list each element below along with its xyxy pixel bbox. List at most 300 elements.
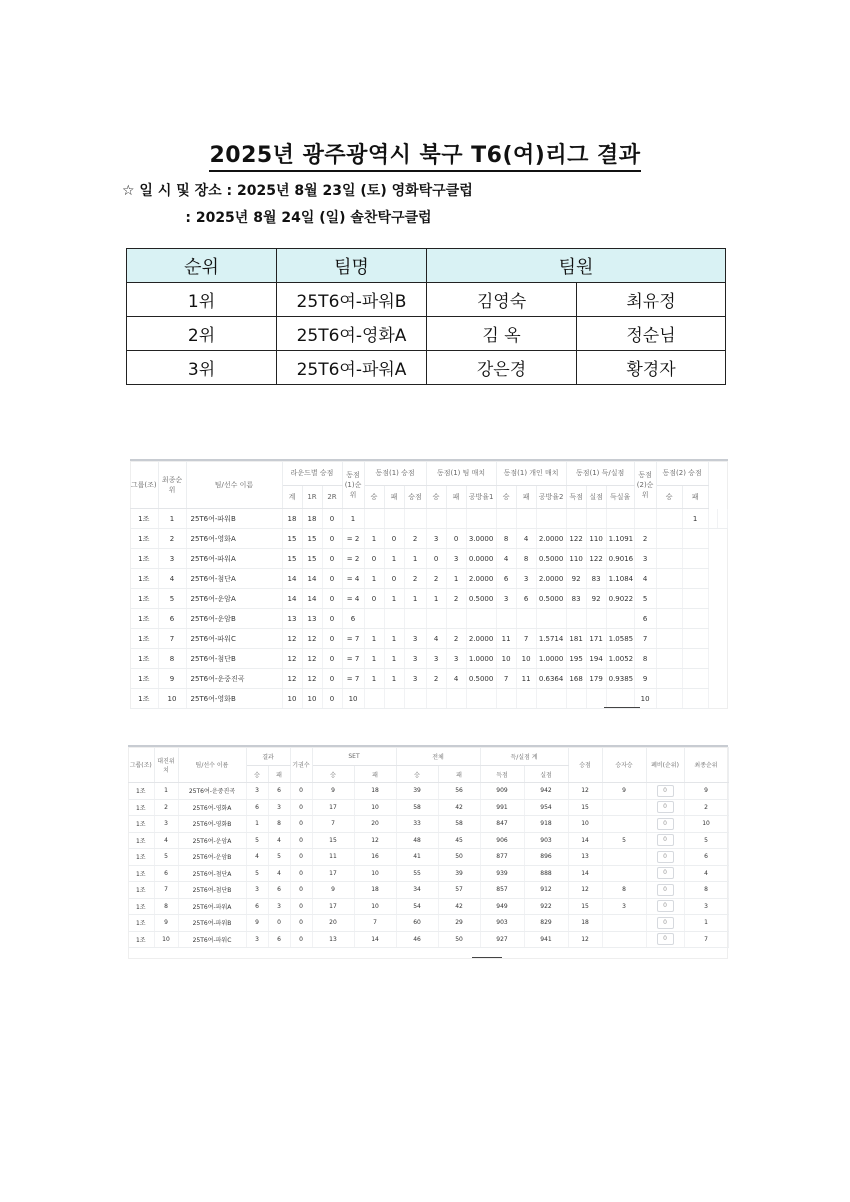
table-cell	[682, 529, 708, 549]
table-cell: 0	[290, 816, 312, 833]
table-cell: 20	[354, 816, 396, 833]
team-name-cell: 25T6여-파워A	[186, 549, 282, 569]
table-row	[128, 783, 728, 800]
table-cell: 1	[384, 589, 404, 609]
table-cell: 3	[246, 783, 268, 800]
table-cell	[364, 609, 384, 629]
table-cell: 0	[364, 549, 384, 569]
table-cell: 0.9022	[606, 589, 634, 609]
table-cell: 0	[384, 569, 404, 589]
table-cell: 1	[246, 816, 268, 833]
table-cell: 5	[684, 832, 728, 849]
table-cell: 1	[446, 569, 466, 589]
table-cell: 0	[364, 589, 384, 609]
table-cell: 847	[480, 816, 524, 833]
table-cell: 2	[426, 569, 446, 589]
table-cell: 1	[404, 589, 426, 609]
subheader-cell: 2R	[322, 486, 342, 509]
schedule-line-1: ☆ 일 시 및 장소 : 2025년 8월 23일 (토) 영화탁구클럽	[122, 183, 473, 199]
table-cell: 6	[516, 589, 536, 609]
table-cell: 6	[246, 898, 268, 915]
table-cell	[364, 509, 384, 529]
table-cell: 6	[496, 569, 516, 589]
table-cell: 12	[282, 649, 302, 669]
table-cell: 888	[524, 865, 568, 882]
team-name-cell: 25T6여-영화A	[186, 529, 282, 549]
table-cell: 0	[322, 509, 342, 529]
table-cell: 15	[312, 832, 354, 849]
subheader-cell: 득점	[480, 766, 524, 783]
table-cell: 194	[586, 649, 606, 669]
table-cell: 9	[312, 882, 354, 899]
table-cell	[496, 689, 516, 709]
waste-rank-input[interactable]: 0	[657, 834, 674, 846]
table-cell: 1조	[130, 629, 158, 649]
table-cell: 0.6364	[536, 669, 566, 689]
header-forfeit: 기권수	[290, 747, 312, 783]
table-cell	[656, 509, 682, 529]
table-cell	[384, 609, 404, 629]
table-cell	[466, 509, 496, 529]
table-cell	[682, 649, 708, 669]
table-cell: 0	[290, 915, 312, 932]
table-cell	[446, 609, 466, 629]
table-cell	[536, 509, 566, 529]
table-cell: 0	[322, 609, 342, 629]
table-cell	[516, 509, 536, 529]
table-cell: 20	[312, 915, 354, 932]
team-name-cell: 25T6여-운중진곡	[178, 783, 246, 800]
header-draw-pos: 대진위치	[154, 747, 178, 783]
table-cell: 17	[312, 898, 354, 915]
table-cell: 10	[634, 689, 656, 709]
table-cell	[466, 689, 496, 709]
table-cell	[656, 649, 682, 669]
table-cell: 12	[354, 832, 396, 849]
table-cell: 0.5000	[536, 589, 566, 609]
table-cell: 13	[282, 609, 302, 629]
subheader-cell: 승	[656, 486, 682, 509]
table-cell	[536, 689, 566, 709]
subheader-cell: 계	[282, 486, 302, 509]
table-cell: 3	[246, 931, 268, 948]
team-cell: 25T6여-파워B	[277, 283, 427, 317]
waste-rank-cell	[646, 898, 684, 915]
team-name-cell: 25T6여-파워B	[186, 509, 282, 529]
table-cell: 8	[602, 882, 646, 899]
table-cell	[656, 589, 682, 609]
table-cell: 912	[524, 882, 568, 899]
header-tie1-team: 동점(1) 팀 매치	[426, 461, 496, 486]
waste-rank-cell	[646, 849, 684, 866]
team-name-cell: 25T6여-운암B	[178, 849, 246, 866]
table-cell	[606, 509, 634, 529]
table-cell: 17	[312, 799, 354, 816]
waste-rank-input[interactable]: 0	[657, 900, 674, 912]
table-cell: 1조	[128, 931, 154, 948]
table-cell: 0.0000	[466, 549, 496, 569]
team-name-cell: 25T6여-파워C	[186, 629, 282, 649]
table-cell: 41	[396, 849, 438, 866]
table-cell	[586, 509, 606, 529]
table-cell: 1조	[128, 816, 154, 833]
subheader-cell: 승점	[404, 486, 426, 509]
table-cell: 12	[302, 629, 322, 649]
waste-rank-cell	[646, 882, 684, 899]
subheader-cell: 패	[354, 766, 396, 783]
table-cell: 2	[426, 669, 446, 689]
team-name-cell: 25T6여-첨단B	[186, 649, 282, 669]
table-cell: 3	[426, 649, 446, 669]
table-cell: 6	[268, 931, 290, 948]
table-cell	[718, 509, 728, 529]
subheader-cell: 패	[438, 766, 480, 783]
team-name-cell: 25T6여-첨단A	[178, 865, 246, 882]
table-cell: 3	[446, 549, 466, 569]
subheader-cell: 승	[426, 486, 446, 509]
header-tie1-pts: 동점(1) 승점	[364, 461, 426, 486]
table-row	[130, 549, 728, 569]
table-cell	[426, 609, 446, 629]
table-cell	[682, 629, 708, 649]
result-row	[127, 317, 726, 351]
table-cell: 0	[322, 529, 342, 549]
table-cell: 29	[438, 915, 480, 932]
table-cell: 0	[290, 799, 312, 816]
table-cell: 1조	[130, 609, 158, 629]
table-cell	[708, 509, 718, 529]
table-cell	[602, 915, 646, 932]
table-cell: 0	[290, 832, 312, 849]
table-cell: 195	[566, 649, 586, 669]
table-cell: 0	[446, 529, 466, 549]
team-name-cell: 25T6여-영화B	[178, 816, 246, 833]
table-cell: 4	[246, 849, 268, 866]
waste-rank-input[interactable]: 0	[657, 867, 674, 879]
waste-rank-input[interactable]: 0	[657, 884, 674, 896]
table-cell: 0	[322, 569, 342, 589]
page-title: 2025년 광주광역시 북구 T6(여)리그 결과	[0, 138, 850, 169]
table-cell: 13	[302, 609, 322, 629]
table-cell: 3	[268, 898, 290, 915]
table-cell	[606, 609, 634, 629]
table-cell: 0.5000	[536, 549, 566, 569]
subheader-cell: 실점	[524, 766, 568, 783]
table-cell	[496, 609, 516, 629]
table-cell: 2	[404, 569, 426, 589]
header-round-pts: 라운드별 승점	[282, 461, 342, 486]
table-cell: 0	[290, 849, 312, 866]
table-cell: 1	[384, 549, 404, 569]
table-cell	[602, 849, 646, 866]
table-cell: 33	[396, 816, 438, 833]
table-cell: 3	[268, 799, 290, 816]
table-cell: 5	[602, 832, 646, 849]
table-cell: 7	[684, 931, 728, 948]
subheader-cell: 공방율2	[536, 486, 566, 509]
table-cell: 6	[268, 783, 290, 800]
table-cell: 10	[354, 898, 396, 915]
waste-rank-input[interactable]: 0	[657, 917, 674, 929]
table-cell	[682, 669, 708, 689]
member-cell: 김 옥	[427, 317, 577, 351]
table-cell: 42	[438, 799, 480, 816]
table-row	[130, 609, 728, 629]
table-cell: 13	[312, 931, 354, 948]
table-cell: 2	[154, 799, 178, 816]
table-cell: 1	[384, 649, 404, 669]
table-cell: 12	[282, 669, 302, 689]
header-team: 팀명	[277, 249, 427, 283]
table-cell: 1	[384, 629, 404, 649]
table-cell: 3	[404, 669, 426, 689]
result-row	[127, 283, 726, 317]
table-cell: 0	[322, 649, 342, 669]
table-cell	[656, 609, 682, 629]
table-cell: 3	[516, 569, 536, 589]
table-cell: 14	[302, 589, 322, 609]
table-cell: 1	[364, 649, 384, 669]
table-row	[130, 649, 728, 669]
table-cell: 1조	[130, 529, 158, 549]
table-cell: 941	[524, 931, 568, 948]
table-cell: 10	[158, 689, 186, 709]
scrollbar-thumb[interactable]	[472, 957, 502, 958]
table-cell: 45	[438, 832, 480, 849]
team-cell: 25T6여-파워A	[277, 351, 427, 385]
table-cell	[446, 509, 466, 529]
waste-rank-cell	[646, 915, 684, 932]
table-cell: 0	[290, 865, 312, 882]
table-cell: 10	[496, 649, 516, 669]
table-cell: 39	[438, 865, 480, 882]
waste-rank-input[interactable]: 0	[657, 785, 674, 797]
table-cell: 1	[682, 509, 708, 529]
table-cell: 1조	[130, 669, 158, 689]
table-cell: 5	[154, 849, 178, 866]
table-cell	[364, 689, 384, 709]
table-cell: 14	[568, 865, 602, 882]
header-tie2-pts: 동점(2) 승점	[656, 461, 708, 486]
header-tie1-rank: 동점(1)순위	[342, 461, 364, 509]
table-cell: 12	[302, 669, 322, 689]
table-cell: 16	[354, 849, 396, 866]
table-cell: 50	[438, 931, 480, 948]
header-set: SET	[312, 747, 396, 766]
table-row	[128, 898, 728, 915]
table-cell: 110	[566, 549, 586, 569]
table-cell: 829	[524, 915, 568, 932]
table-cell: 2.0000	[466, 629, 496, 649]
table-cell: 0	[322, 669, 342, 689]
table-cell: 1조	[130, 509, 158, 529]
table-cell: 2.0000	[536, 529, 566, 549]
header-members: 팀원	[427, 249, 726, 283]
table-cell: 11	[496, 629, 516, 649]
table-cell	[656, 529, 682, 549]
table-cell	[384, 689, 404, 709]
table-cell: 92	[566, 569, 586, 589]
team-name-cell: 25T6여-첨단B	[178, 882, 246, 899]
table-cell	[682, 549, 708, 569]
header-total: 전체	[396, 747, 480, 766]
table-cell	[682, 689, 708, 709]
table-cell: 15	[568, 799, 602, 816]
table-cell: 9	[684, 783, 728, 800]
table-cell: 83	[566, 589, 586, 609]
member-cell: 정순님	[577, 317, 726, 351]
table-cell: 3.0000	[466, 529, 496, 549]
waste-rank-input[interactable]: 0	[657, 818, 674, 830]
table-cell: 949	[480, 898, 524, 915]
table-cell	[446, 689, 466, 709]
table-cell: 6	[342, 609, 364, 629]
table-cell: = 7	[342, 669, 364, 689]
table-cell: 991	[480, 799, 524, 816]
table-cell: 903	[524, 832, 568, 849]
table-cell: 7	[496, 669, 516, 689]
table-cell: 10	[154, 931, 178, 948]
table-cell: 0	[322, 689, 342, 709]
table-cell: 1조	[128, 865, 154, 882]
table-cell: 1.0585	[606, 629, 634, 649]
table-cell: 50	[438, 849, 480, 866]
table-cell: 8	[158, 649, 186, 669]
header-waste: 폐비(순위)	[646, 747, 684, 783]
table-cell: 5	[634, 589, 656, 609]
table-cell: 3	[158, 549, 186, 569]
table-cell: 1조	[128, 783, 154, 800]
header-group: 그룹(조)	[130, 461, 158, 509]
table-cell: 1	[364, 529, 384, 549]
table-cell: 1조	[130, 689, 158, 709]
waste-rank-cell	[646, 816, 684, 833]
table-cell: 0	[290, 898, 312, 915]
table-cell: = 4	[342, 589, 364, 609]
table-row	[128, 865, 728, 882]
table-cell: 1	[364, 669, 384, 689]
table-cell: 56	[438, 783, 480, 800]
table-cell	[656, 549, 682, 569]
table-cell: 4	[268, 865, 290, 882]
table-cell: 3	[246, 882, 268, 899]
subheader-cell: 패	[446, 486, 466, 509]
table-cell: 83	[586, 569, 606, 589]
table-cell: 57	[438, 882, 480, 899]
table-cell: 179	[586, 669, 606, 689]
table-cell: 4	[634, 569, 656, 589]
table-cell	[682, 589, 708, 609]
table-cell: 1조	[130, 589, 158, 609]
table-cell: 0	[322, 589, 342, 609]
table-cell: = 2	[342, 549, 364, 569]
waste-rank-input[interactable]: 0	[657, 933, 674, 945]
table-cell: 4	[154, 832, 178, 849]
waste-rank-input[interactable]: 0	[657, 801, 674, 813]
table-cell: 0	[322, 549, 342, 569]
table-cell	[586, 609, 606, 629]
table-cell: 0	[290, 931, 312, 948]
subheader-cell: 승	[364, 486, 384, 509]
table-cell: 0	[268, 915, 290, 932]
table-cell: 18	[568, 915, 602, 932]
table-cell: 1.0000	[466, 649, 496, 669]
table-cell: 10	[684, 816, 728, 833]
match-summary-table	[128, 747, 729, 948]
table-cell: 14	[302, 569, 322, 589]
table-cell: 8	[496, 529, 516, 549]
table-cell: 7	[158, 629, 186, 649]
table-cell: 4	[426, 629, 446, 649]
table-cell: 4	[268, 832, 290, 849]
table-cell: 15	[282, 549, 302, 569]
table-cell: 939	[480, 865, 524, 882]
waste-rank-cell	[646, 783, 684, 800]
table-cell	[516, 609, 536, 629]
waste-rank-input[interactable]: 0	[657, 851, 674, 863]
table-cell: 5	[158, 589, 186, 609]
table-cell	[634, 509, 656, 529]
table-cell: 857	[480, 882, 524, 899]
subheader-cell: 패	[516, 486, 536, 509]
table-cell: 1	[404, 549, 426, 569]
table-cell: 909	[480, 783, 524, 800]
subheader-cell: 공방율1	[466, 486, 496, 509]
rank-cell: 3위	[127, 351, 277, 385]
table-row	[128, 849, 728, 866]
table-cell: 9	[154, 915, 178, 932]
table-cell: 10	[354, 799, 396, 816]
table-cell: 42	[438, 898, 480, 915]
table-cell: 2	[158, 529, 186, 549]
table-cell	[404, 689, 426, 709]
team-name-cell: 25T6여-운암B	[186, 609, 282, 629]
table-cell: 0	[322, 629, 342, 649]
subheader-cell: 승	[312, 766, 354, 783]
table-cell	[566, 509, 586, 529]
table-cell: 0.5000	[466, 589, 496, 609]
table-cell	[682, 569, 708, 589]
scrollbar-thumb[interactable]	[604, 707, 640, 708]
header-tie2-rank: 동점(2)순위	[634, 461, 656, 509]
header-ratio: 득/실점 계	[480, 747, 568, 766]
table-cell	[606, 689, 634, 709]
table-row	[128, 816, 728, 833]
table-cell: 0	[290, 783, 312, 800]
table-cell: 7	[312, 816, 354, 833]
table-cell: 5	[246, 865, 268, 882]
table-cell: 4	[158, 569, 186, 589]
table-cell: 8	[516, 549, 536, 569]
table-cell: 1	[684, 915, 728, 932]
table-cell: 14	[282, 569, 302, 589]
table-cell: 18	[282, 509, 302, 529]
table-row	[130, 509, 728, 529]
subheader-cell: 패	[268, 766, 290, 783]
table-cell: 171	[586, 629, 606, 649]
subheader-cell: 득점	[566, 486, 586, 509]
table-cell: 58	[438, 816, 480, 833]
table-cell: 1	[158, 509, 186, 529]
table-cell: 3	[404, 629, 426, 649]
table-cell	[516, 689, 536, 709]
table-cell: 15	[568, 898, 602, 915]
table-cell: 12	[568, 931, 602, 948]
header-team: 팀/선수 이름	[178, 747, 246, 783]
subheader-cell: 패	[682, 486, 708, 509]
table-cell: 1	[426, 589, 446, 609]
table-cell: 9	[246, 915, 268, 932]
